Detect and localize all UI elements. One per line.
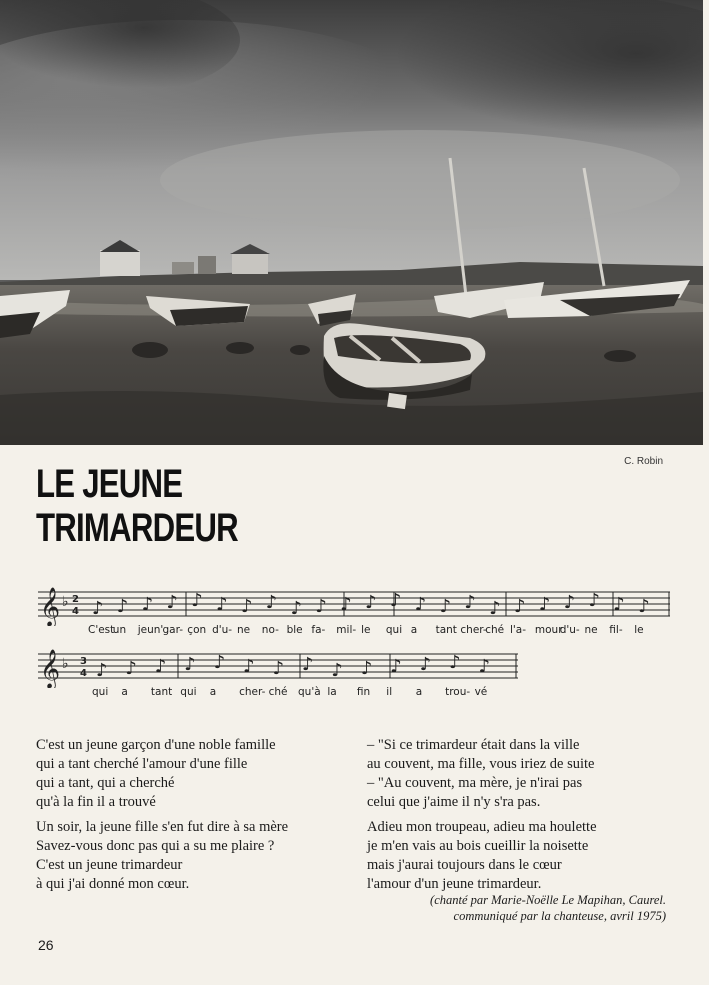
lyric-syllable: trou- [445,686,471,698]
lyric-syllable: qui [180,686,197,698]
note-icon: ♪ [365,592,377,613]
lyric-syllable: gar- [162,624,184,636]
lyric-syllable: d'u- [559,624,580,636]
source-note [430,892,666,924]
staff-2-notation [38,648,518,688]
note-icon: ♪ [340,594,352,615]
lyric-syllable: ché [268,686,288,698]
lyric-syllable: çon [187,624,207,636]
stanza [36,736,346,812]
lyric-syllable: la [327,686,337,698]
lyric-syllable: ble [286,624,303,636]
note-icon: ♪ [478,656,491,677]
lyric-syllable: l'a- [510,624,527,636]
boats-photo-image [0,0,703,445]
lyric-syllable: vé [474,686,488,698]
note-icon: ♪ [191,590,203,611]
note-icon: ♪ [96,660,108,681]
verse-line: C'est un jeune trimardeur [36,857,183,873]
verse-line: au couvent, ma fille, vous iriez de suite [367,756,595,772]
lyric-syllable: mil- [336,624,357,636]
flat-icon: ♭ [62,656,69,672]
page-number: 26 [38,937,54,953]
lyric-syllable: fa- [311,624,326,636]
music-staff-2 [38,648,518,698]
verse-line: l'amour d'un jeune trimardeur. [367,876,542,892]
note-icon: ♪ [588,590,600,611]
lyric-syllable: C'est [88,624,115,636]
verses-right-column [367,736,672,900]
note-icon: ♪ [302,654,314,675]
verses-left-column [36,736,346,900]
note-icon: ♪ [315,596,327,617]
note-icon: ♪ [464,592,476,613]
lyric-syllable: cher- [460,624,487,636]
note-icon: ♪ [213,652,226,673]
svg-text:4: 4 [72,606,79,617]
verse-line: qui a tant, qui a cherché [36,775,175,791]
lyric-syllable: ne [584,624,598,636]
staff-2-lyrics [38,686,518,704]
landscape-photo [0,0,703,445]
title-line-1: LE JEUNE [36,462,183,506]
lyric-syllable: le [634,624,644,636]
note-icon: ♪ [419,654,432,675]
note-icon: ♪ [414,594,427,615]
note-icon: ♪ [216,594,228,615]
verse-line: Un soir, la jeune fille s'en fut dire à sa mère [36,819,289,835]
lyric-syllable: a [209,686,217,698]
note-icon: ♪ [243,656,255,677]
note-icon: ♪ [265,592,278,613]
treble-clef-icon: 𝄞 [40,587,61,626]
note-icon: ♪ [125,658,137,679]
svg-text:4: 4 [80,668,87,679]
stanza [367,818,672,894]
lyric-syllable: tant [435,624,457,636]
note-icon: ♪ [331,660,343,681]
verse-line: Adieu mon troupeau, adieu ma houlette [367,819,597,835]
lyric-syllable: le [361,624,371,636]
lyric-syllable: mour [534,624,563,636]
note-icon: ♪ [272,658,285,679]
lyric-syllable: d'u- [212,624,233,636]
lyric-syllable: fin [356,686,371,698]
lyric-syllable: ne [237,624,251,636]
verse-line: C'est un jeune garçon d'une noble famille [36,737,276,753]
note-icon: ♪ [116,596,129,617]
note-icon: ♪ [538,594,551,615]
lyric-syllable: ché [485,624,505,636]
source-line-1: (chanté par Marie-Noëlle Le Mapihan, Caurel. [430,893,666,907]
note-icon: ♪ [154,656,167,677]
note-icon: ♪ [638,596,650,617]
verse-line: – "Au couvent, ma mère, je n'irai pas [367,775,583,791]
lyric-syllable: il [386,686,393,698]
note-icon: ♪ [514,596,526,617]
note-icon: ♪ [439,596,452,617]
svg-text:3: 3 [80,656,87,667]
staff-1-lyrics [38,624,670,642]
stanza [367,736,672,812]
stanza [36,818,346,894]
verse-line: – "Si ce trimardeur était dans la ville [367,737,580,753]
note-icon: ♪ [389,590,402,611]
svg-text:2: 2 [72,594,79,605]
music-staff-1 [38,586,670,636]
title-line-2: TRIMARDEUR [36,506,238,550]
lyric-syllable: cher- [239,686,266,698]
lyric-syllable: qu'à [298,686,321,698]
lyric-syllable: no- [261,624,279,636]
verse-line: celui que j'aime il n'y s'ra pas. [367,794,541,810]
lyric-syllable: un [112,624,127,636]
verse-line: qu'à la fin il a trouvé [36,794,156,810]
lyric-syllable: a [410,624,418,636]
note-icon: ♪ [141,594,154,615]
lyric-syllable: jeun' [137,624,164,636]
flat-icon: ♭ [62,594,69,610]
staff-1-notation [38,586,670,626]
verse-line: qui a tant cherché l'amour d'une fille [36,756,248,772]
verse-line: à qui j'ai donné mon cœur. [36,876,190,892]
note-icon: ♪ [563,592,576,613]
note-icon: ♪ [290,598,303,619]
lyric-syllable: qui [92,686,109,698]
lyric-syllable: a [415,686,423,698]
verse-line: Savez-vous donc pas qui a su me plaire ? [36,838,275,854]
source-line-2: communiqué par la chanteuse, avril 1975) [453,909,666,923]
note-icon: ♪ [390,656,402,677]
note-icon: ♪ [489,598,501,619]
note-icon: ♪ [241,596,253,617]
photo-credit: C. Robin [624,456,663,467]
note-icon: ♪ [449,652,461,673]
note-icon: ♪ [184,654,196,675]
note-icon: ♪ [166,592,178,613]
lyric-syllable: tant [150,686,173,698]
lyric-syllable: fil- [609,624,623,636]
verse-line: mais j'aurai toujours dans le cœur [367,857,562,873]
song-title [36,462,238,550]
note-icon: ♪ [92,598,104,619]
note-icon: ♪ [360,658,373,679]
lyric-syllable: qui [385,624,403,636]
verse-line: je m'en vais au bois cueillir la noisette [367,838,589,854]
lyric-syllable: a [121,686,128,698]
note-icon: ♪ [613,594,625,615]
treble-clef-icon: 𝄞 [40,649,61,688]
